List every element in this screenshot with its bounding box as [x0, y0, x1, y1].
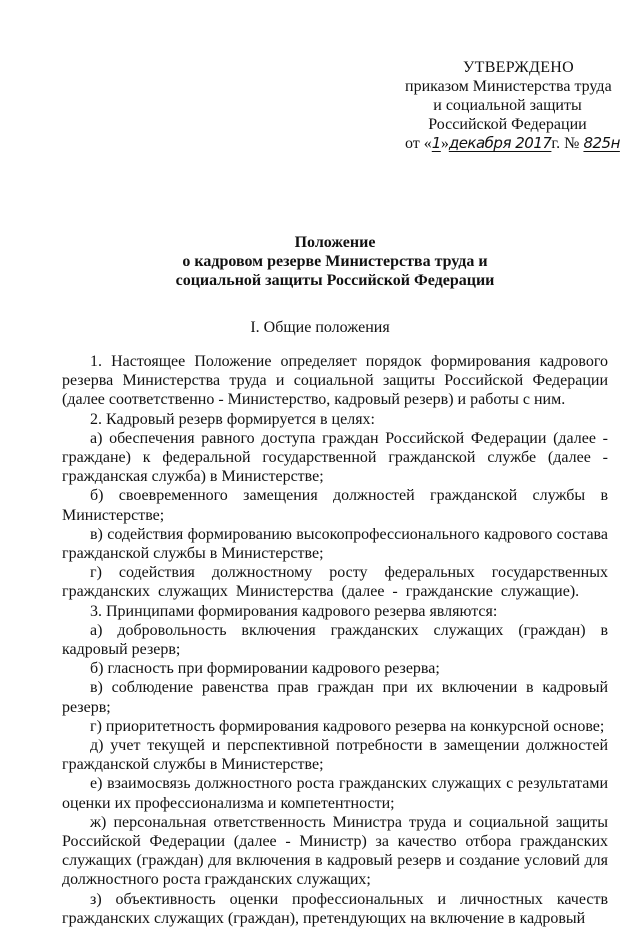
- paragraph: в) содействия формированию высокопрофессионального кадрового состава гражданской службы в Министерстве;: [62, 525, 608, 563]
- document-title: [150, 233, 520, 290]
- paragraph: г) содействия должностному росту федеральных государственных гражданских служащих Министерства (далее - гражданские служащие).: [62, 564, 608, 601]
- section-heading: I. Общие положения: [250, 319, 390, 336]
- handwritten-day: 1: [431, 134, 441, 152]
- paragraph: б) своевременного замещения должностей гражданской службы в Министерстве;: [62, 487, 608, 524]
- document-body: [62, 352, 608, 928]
- approval-stamp: [405, 58, 620, 153]
- date-mid: »: [440, 135, 449, 152]
- approval-line-2: и социальной защиты: [433, 97, 582, 114]
- paragraph: 1. Настоящее Положение определяет порядок формирования кадрового резерва Министерства труда и социальной защиты Российской Федерации (далее соответственно - Министерство, кадровый резерв) и работы с ним.: [62, 353, 608, 409]
- title-line-3: социальной защиты Российской Федерации: [175, 272, 495, 289]
- approval-date-line: [405, 134, 620, 153]
- paragraph: 3. Принципами формирования кадрового резерва являются:: [90, 602, 498, 620]
- paragraph: б) гласность при формировании кадрового резерва;: [90, 660, 440, 678]
- approval-heading: УТВЕРЖДЕНО: [463, 59, 575, 76]
- paragraph: г) приоритетность формирования кадрового резерва на конкурсной основе;: [90, 717, 605, 735]
- title-line-1: Положение: [294, 234, 376, 251]
- approval-line-1: приказом Министерства труда: [405, 78, 612, 95]
- handwritten-order-number: 825н: [583, 134, 620, 152]
- paragraph: е) взаимосвязь должностного роста гражданских служащих с результатами оценки их профессионализма и компетентности;: [62, 775, 608, 812]
- paragraph: а) обеспечения равного доступа граждан Российской Федерации (далее - граждане) к федеральной государственной гражданской службе (далее - гражданская служба) в Министерстве;: [62, 429, 608, 486]
- paragraph: з) объективность оценки профессиональных и личностных качеств гражданских служащих (граждан), претендующих на включение в кадровый: [62, 890, 608, 927]
- paragraph: д) учет текущей и перспективной потребности в замещении должностей гражданской службы в Министерстве;: [62, 737, 608, 774]
- paragraph: ж) персональная ответственность Министра труда и социальной защиты Российской Федерации (далее - Министр) за качество отбора гражданских служащих (граждан) для включения в кадровый резерв и создание условий для должностного роста гражданских служащих;: [62, 813, 608, 889]
- paragraph: 2. Кадровый резерв формируется в целях:: [90, 410, 375, 428]
- handwritten-month-year: декабря 2017: [448, 134, 552, 152]
- date-prefix: от «: [405, 135, 432, 152]
- approval-line-3: Российской Федерации: [428, 116, 587, 133]
- paragraph: в) соблюдение равенства прав граждан при их включении в кадровый резерв;: [62, 679, 608, 716]
- year-suffix: г. №: [551, 135, 580, 152]
- paragraph: а) добровольность включения гражданских служащих (граждан) в кадровый резерв;: [62, 621, 608, 659]
- title-line-2: о кадровом резерве Министерства труда и: [182, 253, 488, 270]
